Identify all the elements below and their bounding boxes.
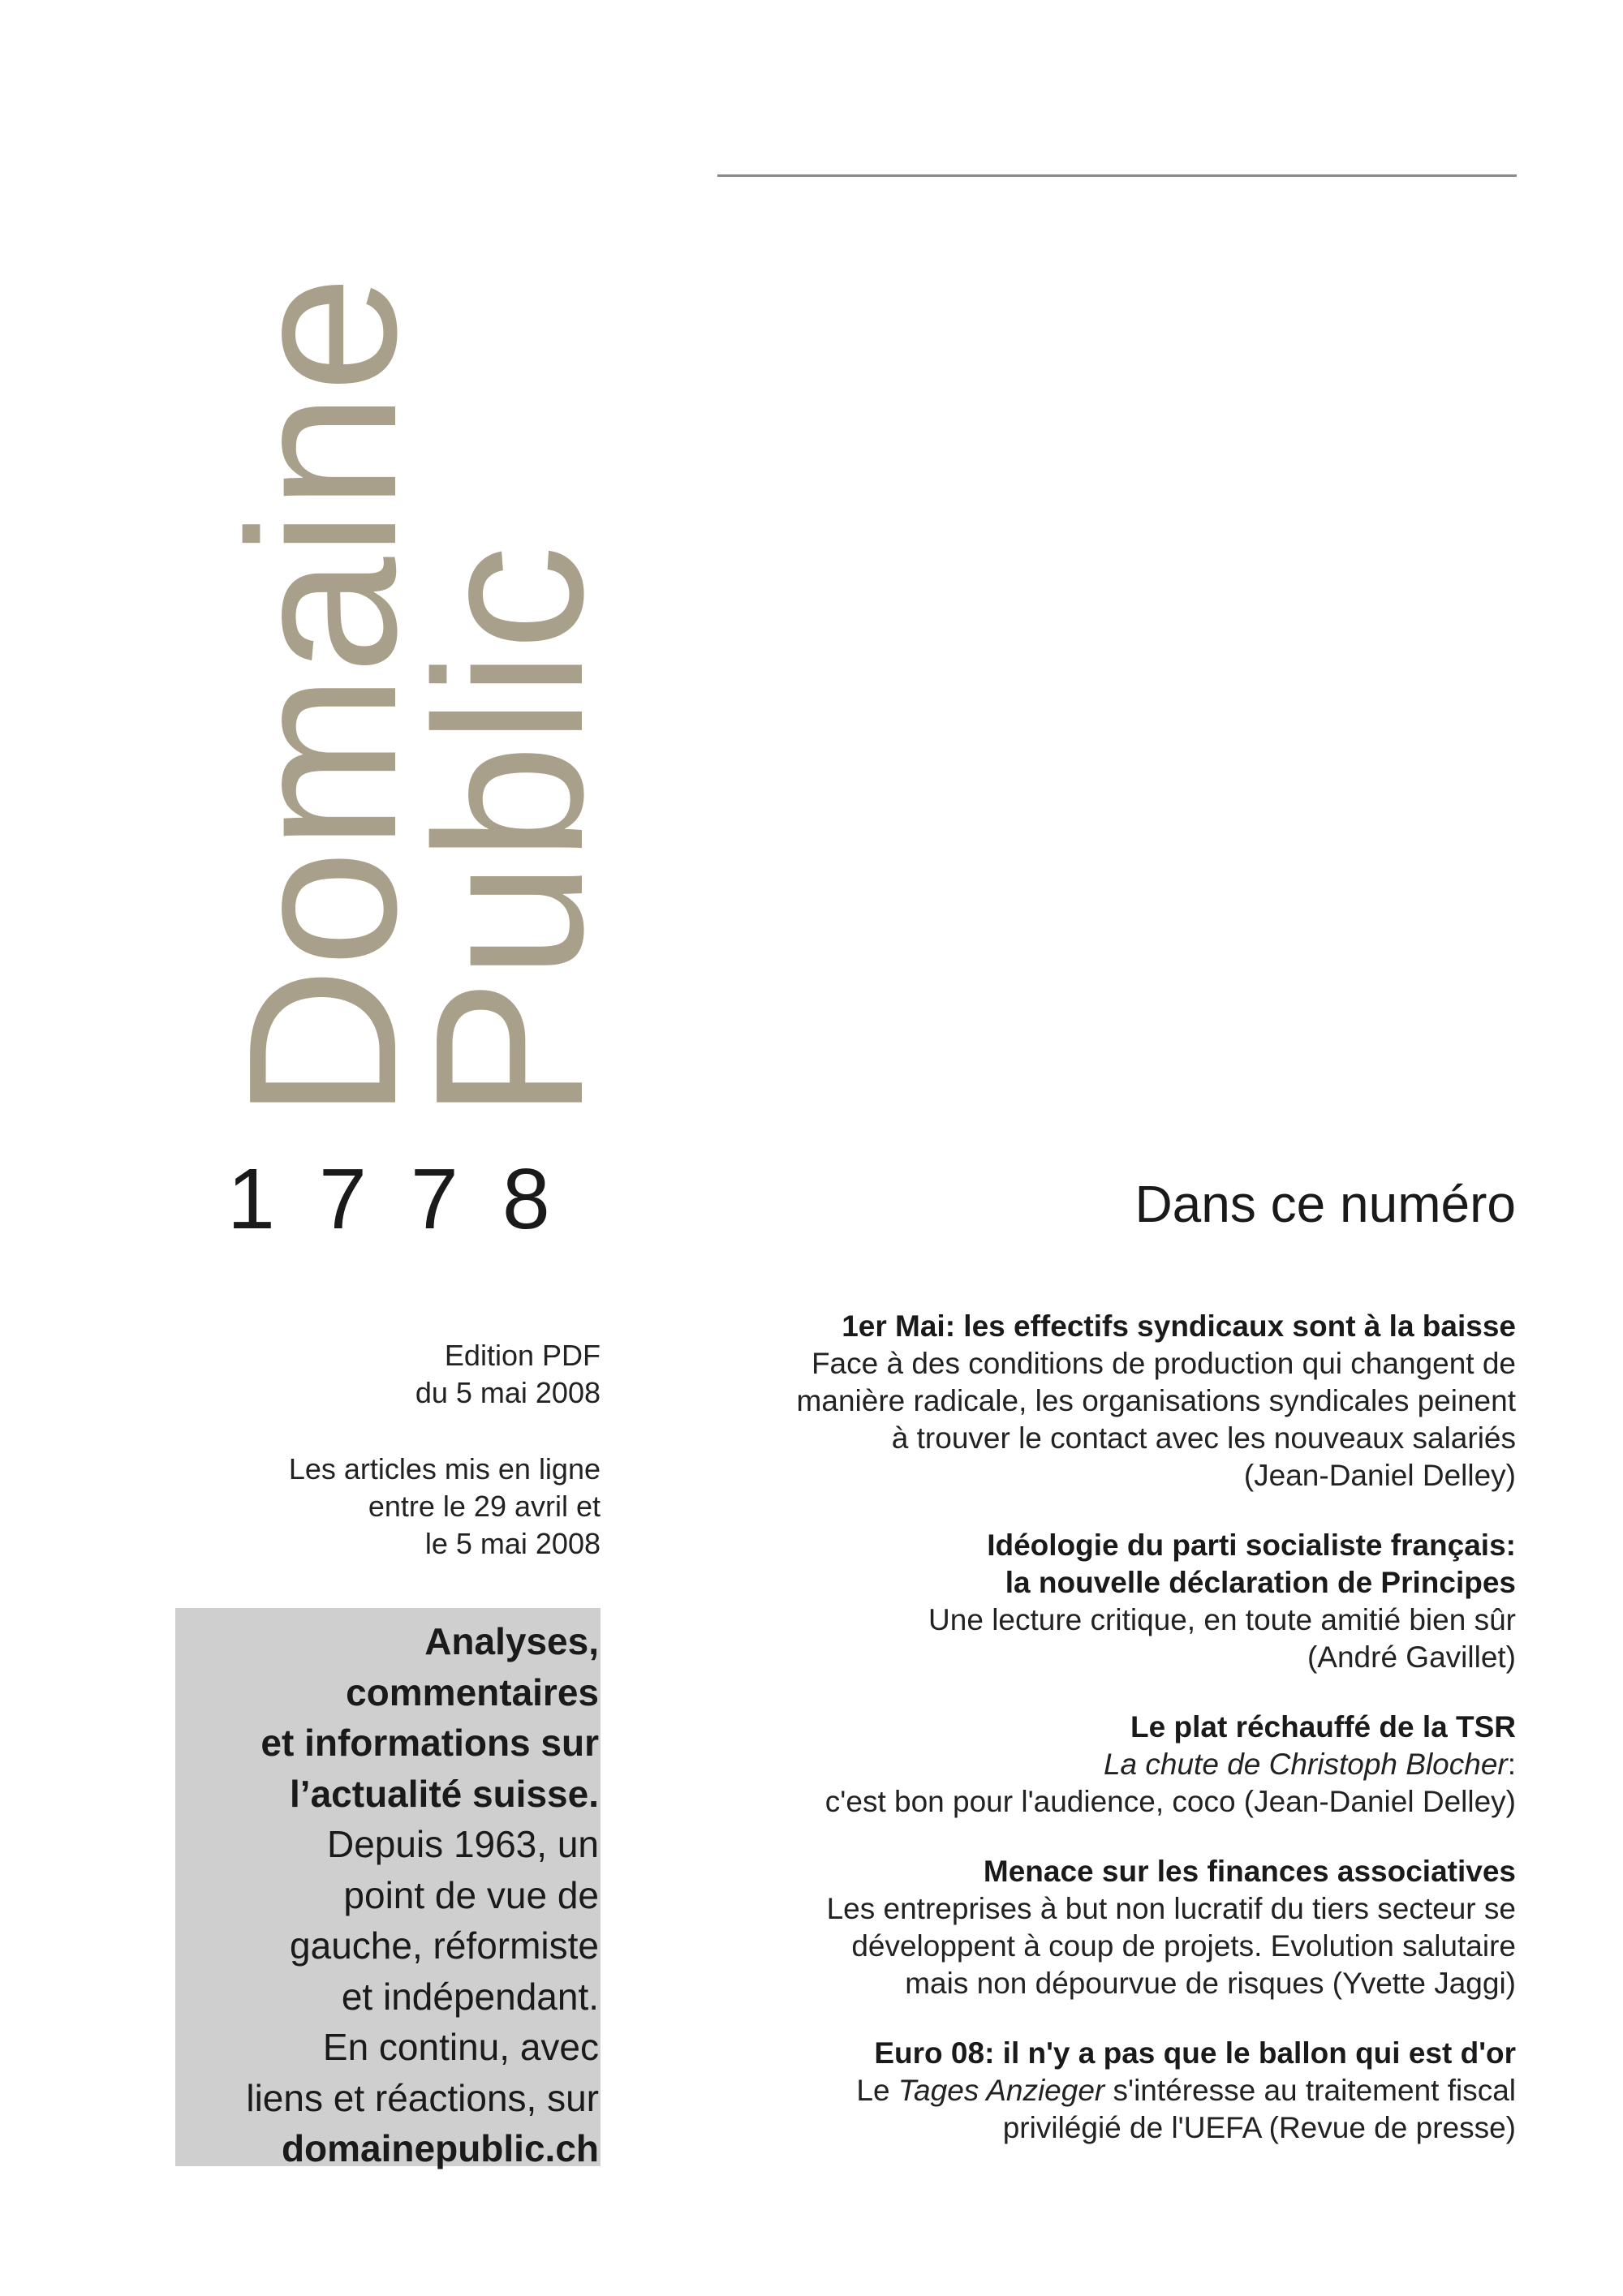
toc-item[interactable] — [714, 1709, 1516, 1821]
toc-item-prefix: Le — [856, 2074, 898, 2107]
tagline-box — [175, 1608, 601, 2169]
edition-info — [179, 1337, 601, 1412]
tagline-line: En continu, avec — [322, 2026, 599, 2068]
masthead-public: Public — [392, 544, 627, 1120]
tagline-line: gauche, réformiste — [290, 1924, 599, 1967]
tagline-bold-line: commentaires — [346, 1670, 599, 1713]
edition-line: Edition PDF — [444, 1339, 601, 1372]
toc-item-italic: Tages Anzieger — [898, 2074, 1105, 2107]
toc-item-punct: : — [1507, 1748, 1516, 1781]
articles-range — [179, 1451, 601, 1563]
tagline-line: Depuis 1963, un — [326, 1823, 599, 1865]
toc-item-title[interactable]: 1er Mai: les effectifs syndicaux sont à la baisse — [842, 1309, 1516, 1343]
toc-item-desc: mais non dépourvue de risques (Yvette Jaggi) — [905, 1967, 1516, 2000]
toc-item-desc: Face à des conditions de production qui changent de — [811, 1347, 1516, 1380]
toc-item-title[interactable]: la nouvelle déclaration de Principes — [1005, 1566, 1516, 1599]
toc-heading: Dans ce numéro — [1134, 1175, 1516, 1233]
toc-item-desc: manière radicale, les organisations syndicales peinent — [796, 1384, 1516, 1417]
table-of-contents — [714, 1308, 1516, 2179]
edition-date: du 5 mai 2008 — [415, 1376, 601, 1409]
toc-item[interactable] — [714, 2035, 1516, 2147]
website-link[interactable]: domainepublic.ch — [281, 2127, 599, 2169]
toc-item-desc: à trouver le contact avec les nouveaux salariés — [891, 1421, 1516, 1455]
tagline-bold-line: et informations sur — [260, 1722, 599, 1764]
toc-item-title[interactable]: Le plat réchauffé de la TSR — [1130, 1710, 1516, 1743]
toc-item-title[interactable]: Euro 08: il n'y a pas que le ballon qui est d'or — [874, 2036, 1516, 2070]
toc-item-desc — [714, 2072, 1516, 2109]
tagline-bold-line: Analyses, — [424, 1620, 599, 1662]
tagline-line: liens et réactions, sur — [246, 2076, 599, 2119]
toc-item-desc: Les entreprises à but non lucratif du tiers secteur se — [826, 1892, 1516, 1925]
toc-item-author: (Jean-Daniel Delley) — [1243, 1459, 1516, 1492]
toc-item-desc: Une lecture critique, en toute amitié bien sûr — [928, 1603, 1516, 1636]
toc-item-italic: La chute de Christoph Blocher — [1103, 1748, 1508, 1781]
toc-item-desc: développent à coup de projets. Evolution salutaire — [851, 1929, 1516, 1963]
masthead-domaine: Domaine — [205, 275, 441, 1120]
toc-item[interactable] — [714, 1308, 1516, 1494]
articles-range-line: le 5 mai 2008 — [424, 1527, 601, 1560]
toc-item[interactable] — [714, 1853, 1516, 2002]
tagline-bold-line: l’actualité suisse. — [290, 1772, 599, 1815]
tagline-line: point de vue de — [343, 1873, 599, 1916]
toc-item-title[interactable]: Idéologie du parti socialiste français: — [987, 1529, 1516, 1562]
toc-item[interactable] — [714, 1527, 1516, 1676]
articles-range-line: entre le 29 avril et — [368, 1490, 601, 1523]
toc-item-title[interactable]: Menace sur les finances associatives — [983, 1855, 1516, 1888]
issue-number: 1778 — [227, 1151, 594, 1247]
articles-range-line: Les articles mis en ligne — [288, 1452, 601, 1486]
tagline-line: et indépendant. — [341, 1975, 599, 2018]
toc-item-author: (André Gavillet) — [1307, 1640, 1516, 1674]
toc-item-desc — [714, 1746, 1516, 1783]
toc-item-desc: privilégié de l'UEFA (Revue de presse) — [1002, 2111, 1516, 2144]
toc-item-suffix: s'intéresse au traitement fiscal — [1104, 2074, 1516, 2107]
top-rule — [717, 174, 1517, 177]
toc-item-desc: c'est bon pour l'audience, coco (Jean-Daniel Delley) — [824, 1785, 1516, 1818]
